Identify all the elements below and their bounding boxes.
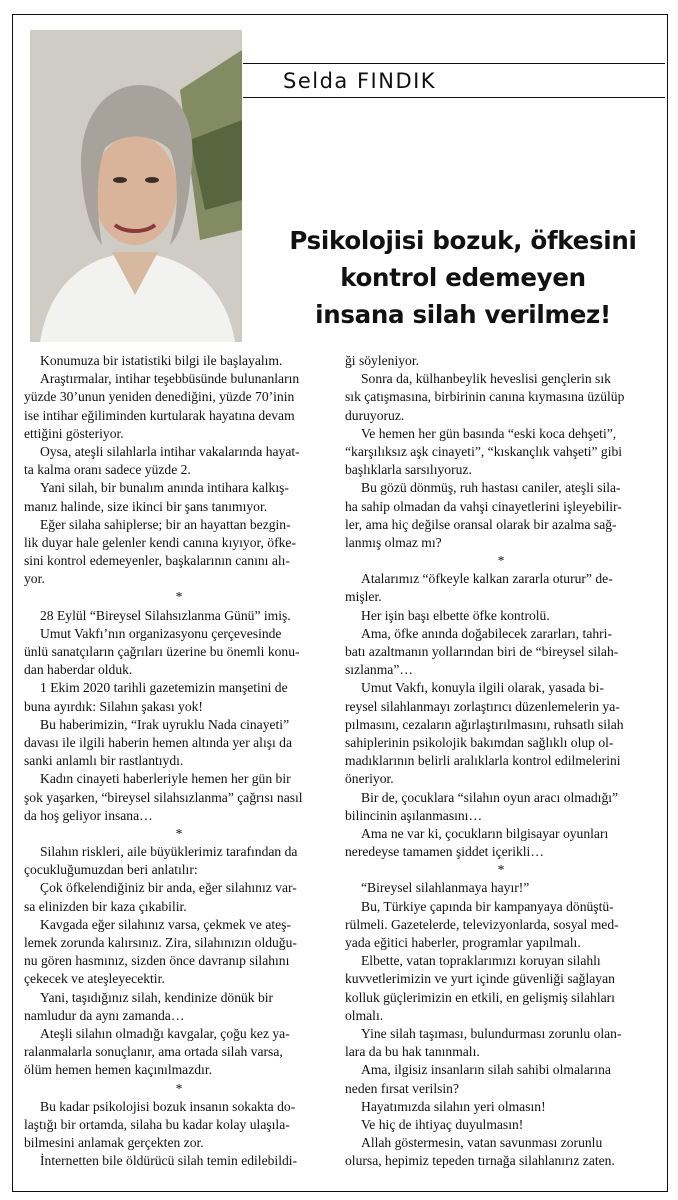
article-text-line: dan haberdar olduk. [24,662,133,678]
article-text-line: Sonra da, külhanbeylik heveslisi gençlerin sık [361,371,611,387]
article-text-line: “karşılıksız aşk cinayeti”, “kıskançlık vahşeti” gibi [345,443,623,459]
article-text-line: Kavgada eğer silahınız varsa, çekmek ve ateş- [40,916,291,932]
article-text-line: Çok öfkelendiğiniz bir anda, eğer silahınız var- [40,880,297,896]
article-text-line: ünlü sanatçıların çağrıları üzerine bu önemli konu- [24,644,300,659]
article-text-line: davası ile ilgili haberin hemen altında yer alışı da [24,734,293,750]
article-text-line: lara da bu hak tanınmalı. [345,1044,480,1060]
article-text-line: ölüm hemen hemen kaçınılmazdır. [24,1062,212,1078]
article-text-line: Ateşli silahın olmadığı kavgalar, çoğu kez ya- [40,1025,290,1041]
article-text-line: sık çatışmasına, birbirinin canına kıymasına üzülüp [345,389,625,405]
article-text-line: Konumuza bir istatistiki bilgi ile başlayalım. [40,353,283,368]
article-text-line: lanmış olmaz mı? [345,534,442,550]
article-text-line: Elbette, vatan topraklarımızı koruyan silahlı [361,953,601,969]
article-text-line: nu gören hasmınız, sizden önce davranıp silahını [24,953,290,969]
article-text-line: Ve hiç de ihtiyaç duyulmasın! [361,1116,524,1132]
article-text-line: rülmeli. Gazetelerde, televizyonlarda, sosyal med- [345,916,619,932]
article-text-line: Ama ne var ki, çocukların bilgisayar oyunları [361,825,609,841]
article-text-line: batı azaltmanın yollarından biri de “bireysel silah- [345,644,619,659]
article-text-line: ettiğini gösteriyor. [24,425,124,441]
article-text-line: lik duyar hale gelenler kendi canına kıyıyor, öfke- [24,534,296,550]
section-separator: * [175,1080,183,1096]
article-text-line: bilincinin aşılanmasını… [345,807,483,823]
article-text-line: yüzde 30’unun yeniden denediğini, yüzde 70’inin [24,389,295,405]
section-separator: * [175,589,183,605]
article-text-line: başlıklarla sarsılıyoruz. [345,462,472,478]
article-text-line: Bu gözü dönmüş, ruh hastası caniler, ateşli sila- [361,480,621,496]
article-text-line: Bu kadar psikolojisi bozuk insanın sokakta do- [40,1098,296,1114]
article-text-line: Eğer silaha sahiplerse; bir an hayattan bezgin- [40,516,291,532]
section-separator: * [497,862,505,878]
article-text-line: ralanmalarla sonuçlanır, ama ortada silah varsa, [24,1044,283,1060]
headline-line: insana silah verilmez! [315,300,611,329]
article-headline [268,222,658,333]
headline-line: kontrol edemeyen [340,263,586,292]
article-text-line: namludur da aynı zamanda… [24,1007,185,1023]
article-text-line: bilmesini anlamak gerçekten zor. [24,1135,204,1151]
article-text-line: manız halinde, size ikinci bir şans tanımıyor. [24,498,268,514]
article-text-line: buna ayırdık: Silahın şakası yok! [24,698,203,714]
article-text-line: neredeyse tamamen şiddet içerikli… [345,844,544,860]
article-text-line: pılmasını, cezaların ağırlaştırılmasını, ruhsatlı silah [345,716,624,732]
article-text-line: Yani, taşıdığınız silah, kendinize dönük bir [40,989,274,1005]
article-text-line: Araştırmalar, intihar teşebbüsünde bulunanların [40,371,300,387]
article-text-line: Allah göstermesin, vatan savunması zorunlu [361,1135,603,1151]
author-photo [30,30,242,342]
section-separator: * [497,553,505,569]
section-separator: * [175,825,183,841]
article-text-line: Silahın riskleri, aile büyüklerimiz tarafından da [40,844,298,860]
article-text-line: çekecek ve ateşleyecektir. [24,971,165,987]
article-text-line: ta kalma oranı sadece yüzde 2. [24,462,191,478]
author-portrait-illustration [30,30,242,342]
article-text-line: laştığı bir ortamda, silaha bu kadar kolay ulaşıla- [24,1116,290,1132]
article-text-line: mişler. [345,589,382,605]
article-text-line: Ama, ilgisiz insanların silah sahibi olmalarına [361,1062,611,1078]
article-text-line: sini kontrol edemeyenler, başkalarının canını alı- [24,553,290,569]
article-text-line: olmalı. [345,1007,384,1023]
article-text-line: öneriyor. [345,771,394,787]
article-text-line: Umut Vakfı, konuyla ilgili olarak, yasada bi- [361,680,604,696]
article-text-line: Her işin başı elbette öfke kontrolü. [361,607,550,623]
article-text-line: Bir de, çocuklara “silahın oyun aracı olmadığı” [361,789,619,805]
article-text-line: şok yaşarken, “bireysel silahsızlanma” çağrısı nasıl [24,789,303,805]
article-text-line: olursa, hepimiz tepeden tırnağa silahlanırız zaten. [345,1153,615,1169]
article-text-line: Yani silah, bir bunalım anında intihara kalkış- [40,480,289,496]
article-text-line: ha sahip olmadan da vahşi cinayetlerini işleyebilir- [345,498,622,514]
article-text-line: Bu haberimizin, “Irak uyruklu Nada cinayeti” [40,716,290,732]
article-text-line: madıklarının belirli aralıklarla kontrol edilmelerini [345,753,621,769]
article-text-line: kuvvetlerimizin ve yurt içinde güvenliği sağlayan [345,971,615,987]
article-text-line: İnternetten bile öldürücü silah temin edilebildi- [40,1153,298,1169]
article-text-line: neden fırsat verilsin? [345,1080,459,1096]
article-text-line: Ama, öfke anında doğabilecek zararları, tahri- [361,625,612,641]
article-text-line: Ve hemen her gün basında “eski koca dehşeti”, [361,425,617,441]
article-text-line: ise intihar eğiliminden kurtularak hayatına devam [24,407,295,423]
author-name: Selda FINDIK [283,68,437,93]
article-text-line: ler, ama hiç değilse oransal olarak bir azalma sağ- [345,516,617,532]
article-text-line: Bu, Türkiye çapında bir kampanyaya dönüştü- [361,898,614,914]
article-text-line: Hayatımızda silahın yeri olmasın! [361,1098,546,1114]
article-text-line: yor. [24,571,45,587]
headline-line: Psikolojisi bozuk, öfkesini [289,226,637,255]
article-text-line: duruyoruz. [345,407,405,423]
article-text-line: Yine silah taşıması, bulundurması zorunlu olan- [361,1025,622,1041]
article-text-line: Oysa, ateşli silahlarla intihar vakalarında hayat- [40,443,300,459]
article-text-line: kolluk güçlerimizin en etkili, en gelişmiş silahları [345,989,615,1005]
article-text-line: sa elinizden bir kaza çıkabilir. [24,898,187,914]
article-text-line: “Bireysel silahlanmaya hayır!” [361,880,530,896]
article-text-line: reysel silahlanmayı zorlaştırıcı düzenlemelerin ya- [345,698,620,714]
article-column-right [345,352,657,1170]
article-text-line: 1 Ekim 2020 tarihli gazetemizin manşetini de [40,680,288,696]
article-column-left [24,352,334,1170]
article-text-line: sanki anlamlı bir rastlantıydı. [24,753,184,769]
article-text-line: Umut Vakfı’nın organizasyonu çerçevesinde [40,625,282,641]
article-text-line: Atalarımız “öfkeyle kalkan zararla oturur” de- [361,571,613,587]
article-text-line: sızlanma”… [345,662,413,678]
author-name-bar [243,63,665,98]
article-text-line: da hoş geliyor insana… [24,807,153,823]
article-text-line: lemek zorunda kalırsınız. Zira, silahınızın olduğu- [24,935,297,950]
article-text-line: yada eğitici haberler, programlar yapılmalı. [345,935,581,950]
article-text-line: Kadın cinayeti haberleriyle hemen her gün bir [40,771,291,787]
article-text-line: 28 Eylül “Bireysel Silahsızlanma Günü” imiş. [40,607,291,623]
article-text-line: sahiplerinin psikolojik bakımdan sağlıklı olup ol- [345,734,614,750]
article-text-line: çocukluğumuzdan beri anlatılır: [24,862,198,878]
article-text-line: ği söyleniyor. [345,353,420,368]
